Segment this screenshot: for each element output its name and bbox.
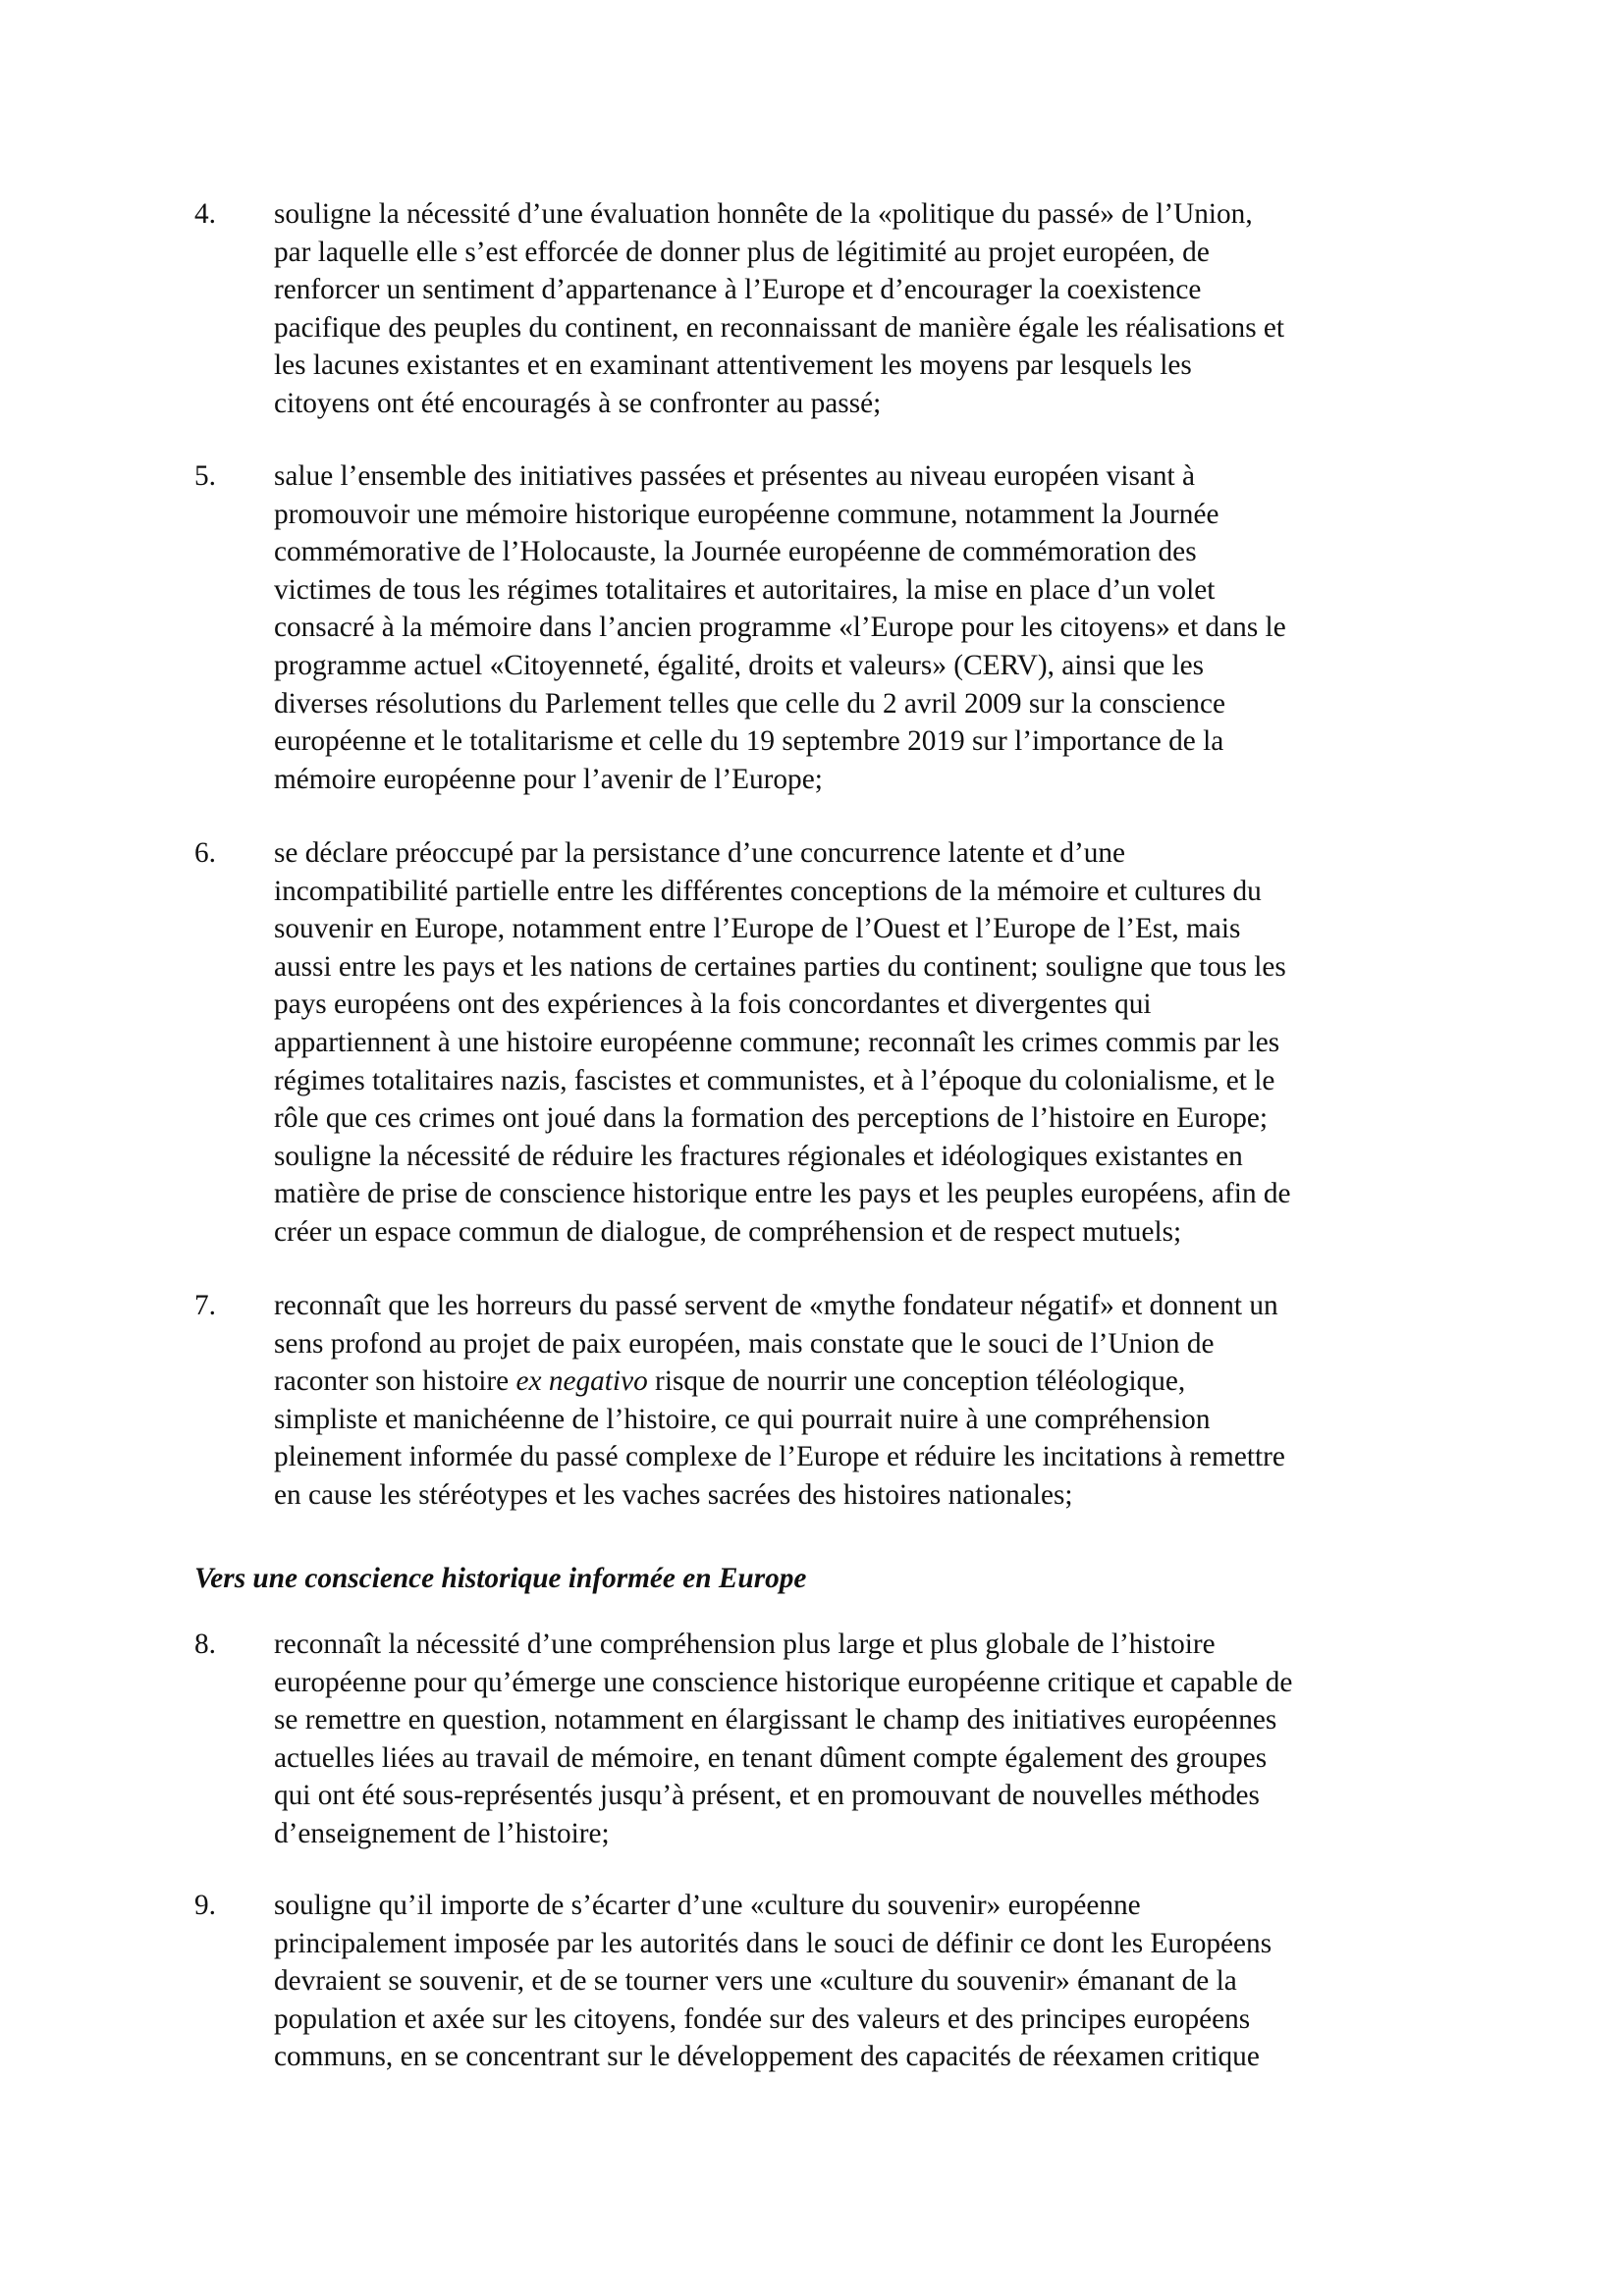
text-line: se déclare préoccupé par la persistance d’une concurrence latente et d’une	[274, 837, 1126, 869]
text-line: diverses résolutions du Parlement telles que celle du 2 avril 2009 sur la conscience	[274, 687, 1225, 720]
text-line: appartiennent à une histoire européenne commune; reconnaît les crimes commis par les	[274, 1026, 1280, 1058]
text-line: souligne la nécessité de réduire les fractures régionales et idéologiques existantes en	[274, 1140, 1243, 1172]
text-line: se remettre en question, notamment en élargissant le champ des initiatives européennes	[274, 1704, 1277, 1736]
text-line: créer un espace commun de dialogue, de compréhension et de respect mutuels;	[274, 1215, 1182, 1248]
text-line: consacré à la mémoire dans l’ancien programme «l’Europe pour les citoyens» et dans le	[274, 612, 1286, 644]
paragraph-number: 8.	[194, 1629, 216, 1660]
text-line: victimes de tous les régimes totalitaires et autoritaires, la mise en place d’un volet	[274, 573, 1216, 606]
text-line: principalement imposée par les autorités dans le souci de définir ce dont les Européens	[274, 1927, 1272, 1959]
text-line: d’enseignement de l’histoire;	[274, 1817, 610, 1849]
text-line: mémoire européenne pour l’avenir de l’Europe;	[274, 763, 823, 795]
paragraph-6	[194, 834, 1471, 1252]
text-line: sens profond au projet de paix européen, mais constate que le souci de l’Union de	[274, 1327, 1215, 1360]
text-line: qui ont été sous-représentés jusqu’à présent, et en promouvant de nouvelles méthodes	[274, 1780, 1260, 1812]
text-line: rôle que ces crimes ont joué dans la formation des perceptions de l’histoire en Europe;	[274, 1102, 1269, 1135]
paragraph-number: 5.	[194, 460, 216, 492]
text-line: souligne qu’il importe de s’écarter d’une «culture du souvenir» européenne	[274, 1890, 1141, 1921]
text-line-with-italic	[274, 1362, 1471, 1401]
paragraph-4	[194, 195, 1471, 423]
paragraph-7	[194, 1287, 1471, 1515]
text-line: les lacunes existantes et en examinant attentivement les moyens par lesquels les	[274, 349, 1192, 382]
text-line: souvenir en Europe, notamment entre l’Europe de l’Ouest et l’Europe de l’Est, mais	[274, 913, 1241, 945]
text-line: matière de prise de conscience historique entre les pays et les peuples européens, afin de	[274, 1178, 1291, 1210]
paragraph-text	[274, 1626, 1471, 1853]
text-line: régimes totalitaires nazis, fascistes et communistes, et à l’époque du colonialisme, et le	[274, 1064, 1275, 1096]
paragraph-text	[274, 1887, 1471, 2076]
text-line: incompatibilité partielle entre les différentes conceptions de la mémoire et cultures du	[274, 875, 1262, 907]
paragraph-text	[274, 1287, 1471, 1515]
paragraph-number: 9.	[194, 1890, 216, 1921]
text-line: commémorative de l’Holocauste, la Journée européenne de commémoration des	[274, 536, 1197, 568]
text-line: souligne la nécessité d’une évaluation honnête de la «politique du passé» de l’Union,	[274, 198, 1253, 230]
text-line: programme actuel «Citoyenneté, égalité, droits et valeurs» (CERV), ainsi que les	[274, 649, 1205, 681]
text-segment: raconter son histoire	[274, 1365, 516, 1398]
paragraph-text	[274, 195, 1471, 423]
text-line: reconnaît que les horreurs du passé servent de «mythe fondateur négatif» et donnent un	[274, 1290, 1278, 1321]
paragraph-number: 6.	[194, 837, 216, 869]
paragraph-5	[194, 457, 1471, 798]
paragraph-9	[194, 1887, 1471, 2076]
text-line: renforcer un sentiment d’appartenance à l’Europe et d’encourager la coexistence	[274, 274, 1202, 306]
text-line: européenne et le totalitarisme et celle du 19 septembre 2019 sur l’importance de la	[274, 725, 1224, 758]
italic-term: ex negativo	[515, 1365, 648, 1398]
text-line: population et axée sur les citoyens, fondée sur des valeurs et des principes européens	[274, 2002, 1251, 2035]
paragraph-text	[274, 834, 1471, 1252]
paragraph-number: 4.	[194, 198, 216, 230]
text-line: reconnaît la nécessité d’une compréhension plus large et plus globale de l’histoire	[274, 1629, 1216, 1660]
text-line: pacifique des peuples du continent, en reconnaissant de manière égale les réalisations et	[274, 311, 1285, 344]
paragraph-8	[194, 1626, 1471, 1853]
text-line: devraient se souvenir, et de se tourner vers une «culture du souvenir» émanant de la	[274, 1965, 1237, 1998]
text-line: salue l’ensemble des initiatives passées et présentes au niveau européen visant à	[274, 460, 1195, 492]
text-line: pays européens ont des expériences à la fois concordantes et divergentes qui	[274, 988, 1152, 1021]
paragraph-number: 7.	[194, 1290, 216, 1321]
paragraph-text	[274, 457, 1471, 798]
text-line: par laquelle elle s’est efforcée de donner plus de légitimité au projet européen, de	[274, 236, 1210, 268]
text-line: communs, en se concentrant sur le développement des capacités de réexamen critique	[274, 2041, 1260, 2073]
text-line: en cause les stéréotypes et les vaches sacrées des histoires nationales;	[274, 1478, 1073, 1511]
text-line: simpliste et manichéenne de l’histoire, ce qui pourrait nuire à une compréhension	[274, 1403, 1211, 1435]
text-line: actuelles liées au travail de mémoire, en tenant dûment compte également des groupes	[274, 1741, 1268, 1774]
text-segment: risque de nourrir une conception téléologique,	[647, 1365, 1186, 1398]
text-line: citoyens ont été encouragés à se confronter au passé;	[274, 387, 882, 419]
text-line: promouvoir une mémoire historique européenne commune, notamment la Journée	[274, 498, 1219, 530]
text-line: aussi entre les pays et les nations de certaines parties du continent; souligne que tous les	[274, 950, 1286, 983]
text-line: pleinement informée du passé complexe de l’Europe et réduire les incitations à remettre	[274, 1441, 1285, 1473]
section-heading: Vers une conscience historique informée en Europe	[194, 1563, 807, 1594]
text-line: européenne pour qu’émerge une conscience historique européenne critique et capable de	[274, 1666, 1293, 1698]
